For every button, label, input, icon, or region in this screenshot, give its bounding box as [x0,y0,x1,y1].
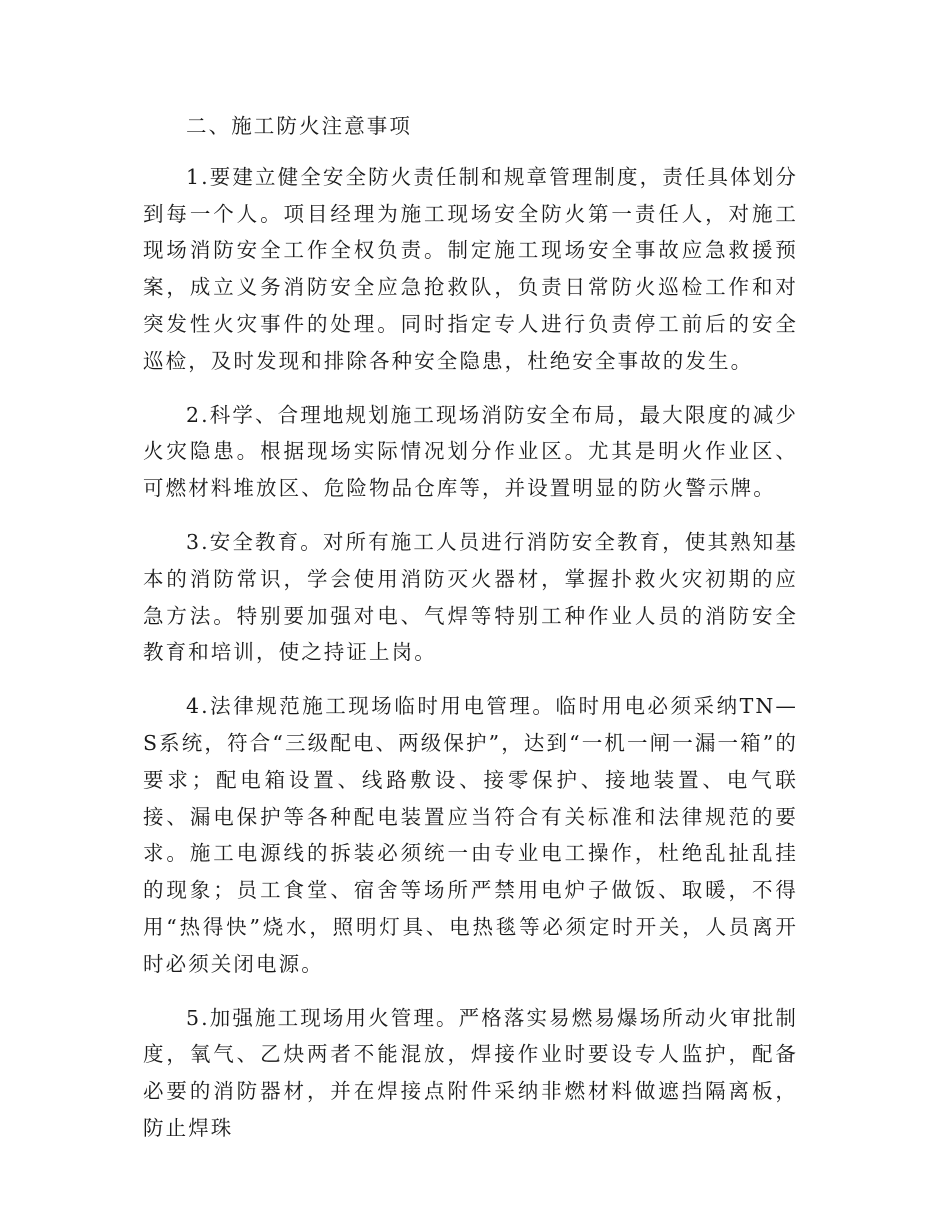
paragraph-1: 1.要建立健全安全防火责任制和规章管理制度，责任具体划分到每一个人。项目经理为施工现场安全防火第一责任人，对施工现场消防安全工作全权负责。制定施工现场安全事故应急救援预案，成立义务消防安全应急抢救队，负责日常防火巡检工作和对突发性火灾事件的处理。同时指定专人进行负责停工前后的安全巡检，及时发现和排除各种安全隐患，杜绝安全事故的发生。 [143,164,798,373]
document-body [143,108,798,1164]
section-heading: 二、施工防火注意事项 [186,114,412,138]
paragraph-2: 2.科学、合理地规划施工现场消防安全布局，最大限度的减少火灾隐患。根据现场实际情况划分作业区。尤其是明火作业区、可燃材料堆放区、危险物品仓库等，并设置明显的防火警示牌。 [143,402,798,501]
paragraph-3: 3.安全教育。对所有施工人员进行消防安全教育，使其熟知基本的消防常识，学会使用消防灭火器材，掌握扑救火灾初期的应急方法。特别要加强对电、气焊等特别工种作业人员的消防安全教育和培训，使之持证上岗。 [143,529,798,665]
paragraph-4: 4.法律规范施工现场临时用电管理。临时用电必须采纳TN—S系统，符合“三级配电、两级保护”，达到“一机一闸一漏一箱”的要求；配电箱设置、线路敷设、接零保护、接地装置、电气联接、漏电保护等各种配电装置应当符合有关标准和法律规范的要求。施工电源线的拆装必须统一由专业电工操作，杜绝乱扯乱挂的现象；员工食堂、宿舍等场所严禁用电炉子做饭、取暖，不得用“热得快”烧水，照明灯具、电热毯等必须定时开关，人员离开时必须关闭电源。 [143,694,798,976]
paragraph-5: 5.加强施工现场用火管理。严格落实易燃易爆场所动火审批制度，氧气、乙炔两者不能混放，焊接作业时要设专人监护，配备必要的消防器材，并在焊接点附件采纳非燃材料做遮挡隔离板，防止焊珠 [143,1005,798,1140]
